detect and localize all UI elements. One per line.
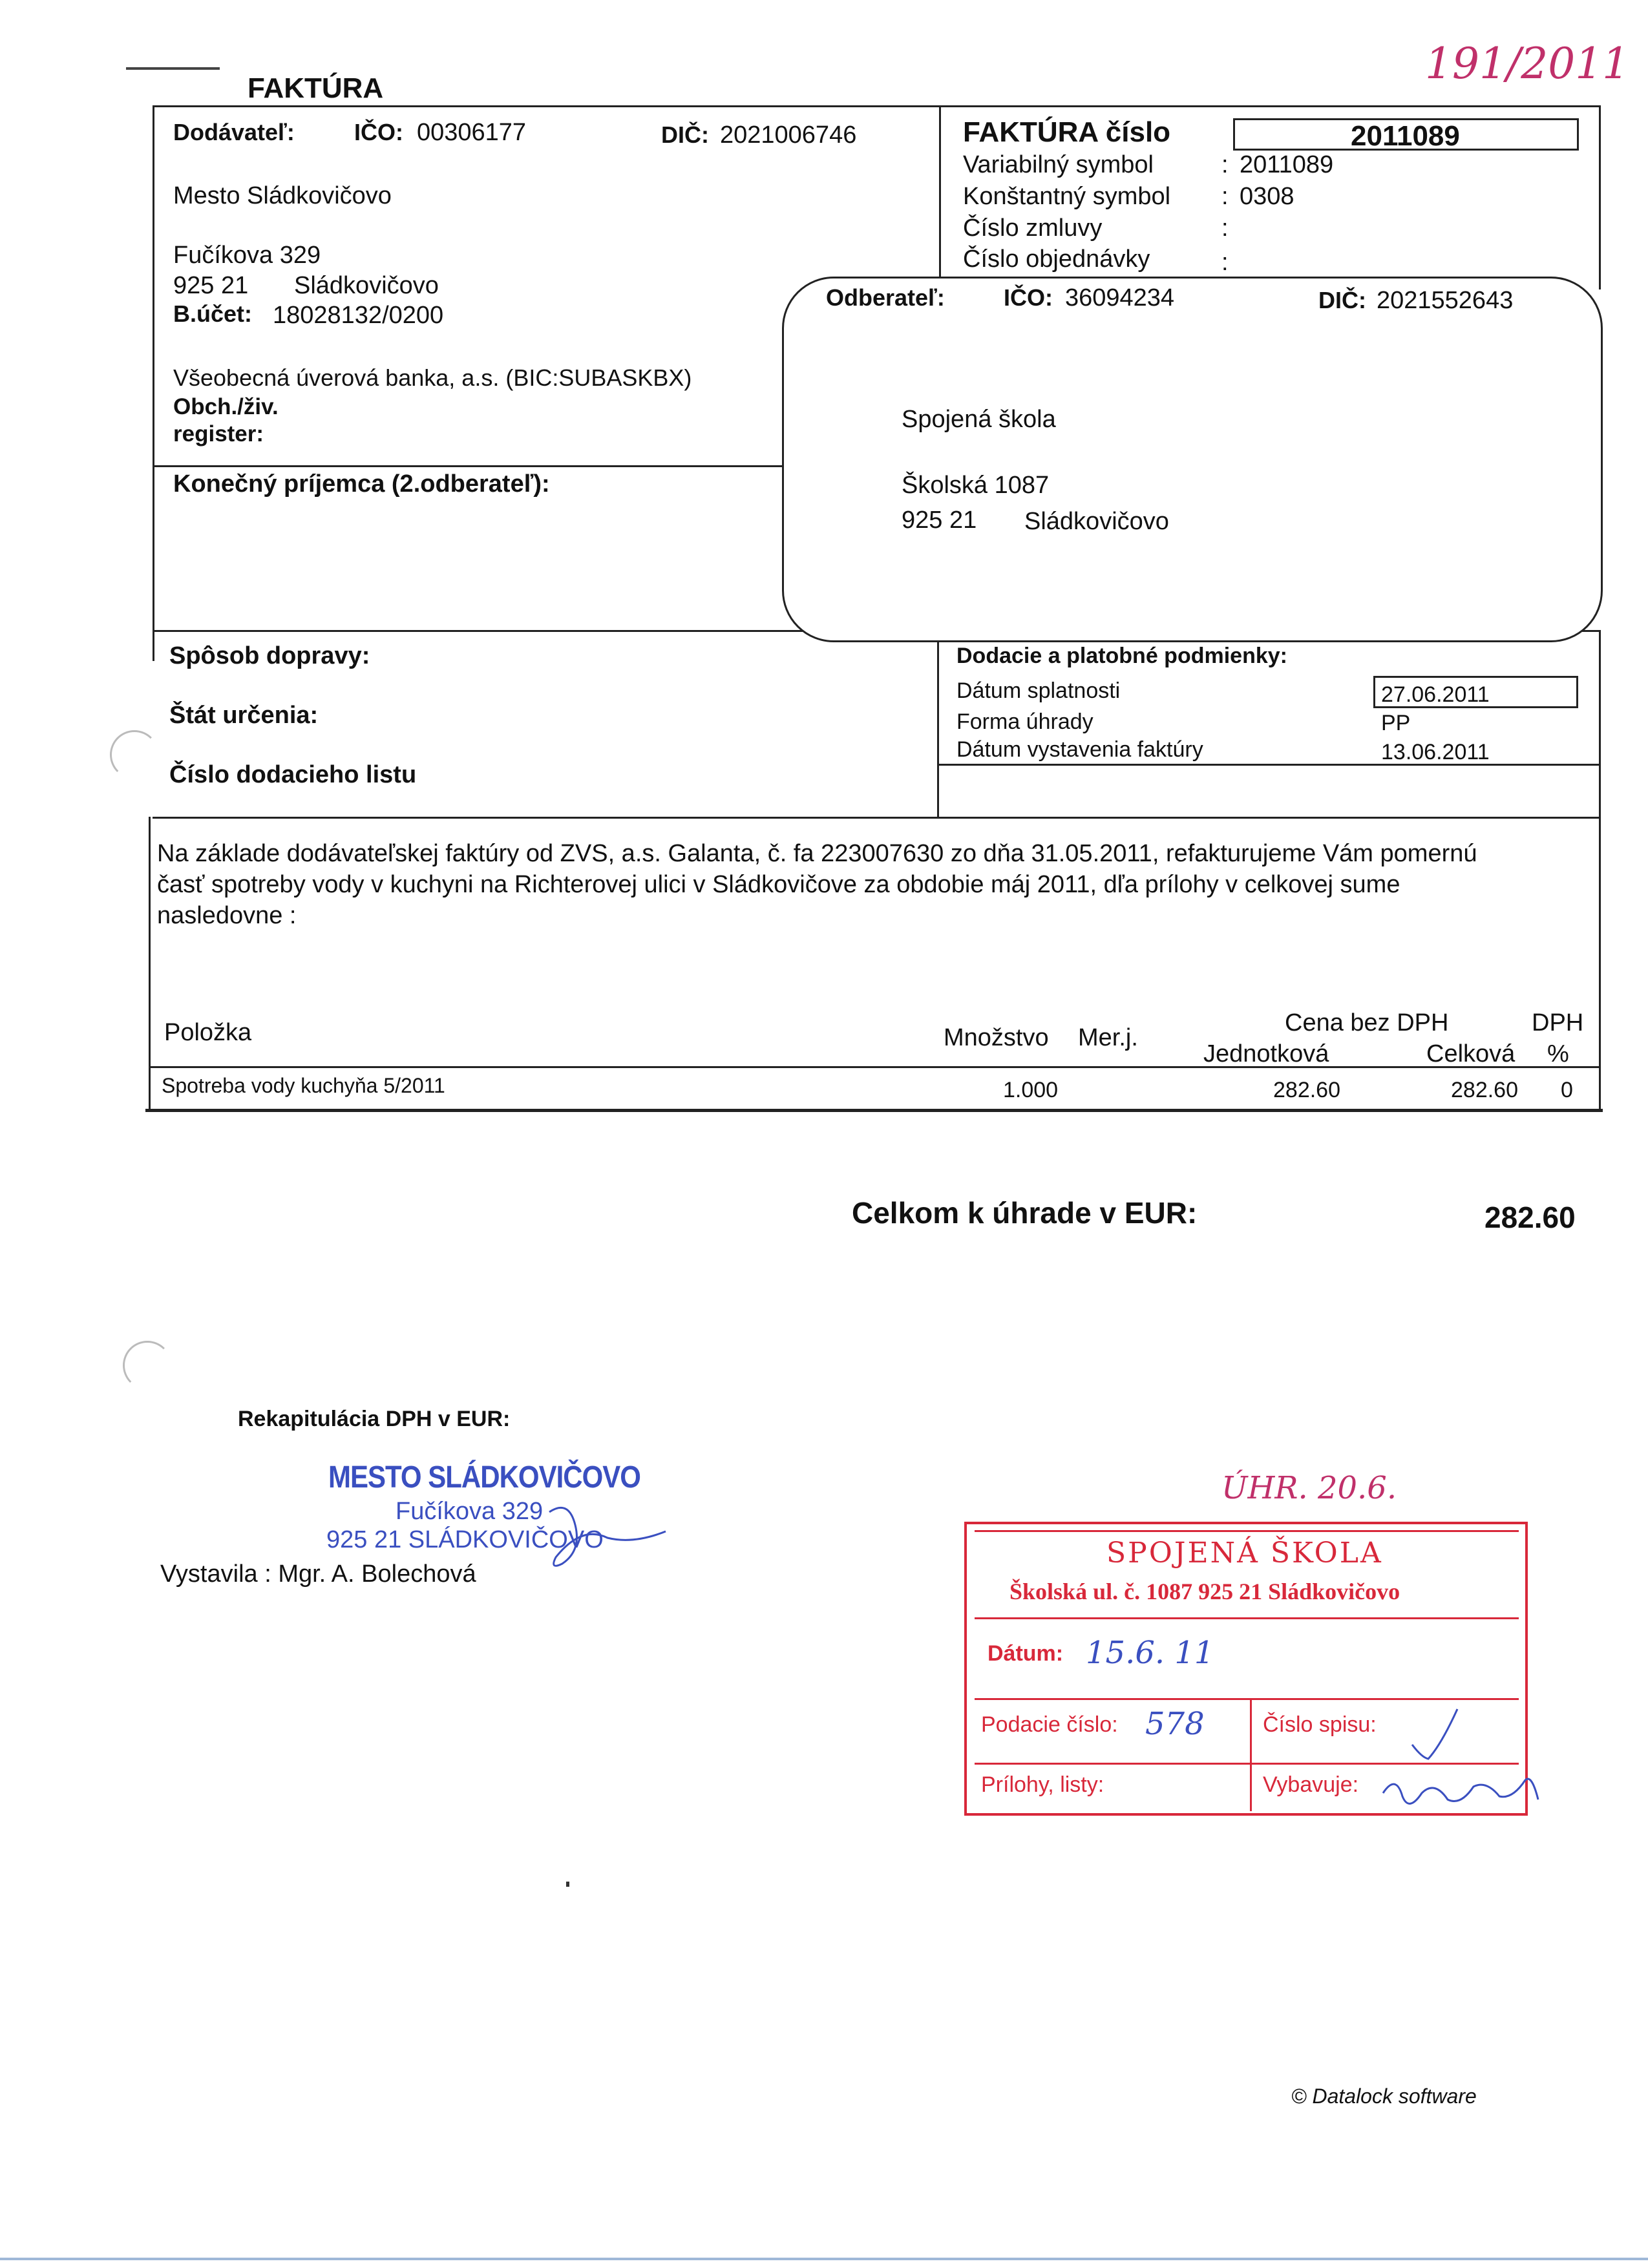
delivery-note-label: Číslo dodacieho listu	[169, 761, 417, 788]
customer-name: Spojená škola	[902, 406, 1056, 433]
col-total-header: Celková	[1426, 1040, 1516, 1067]
constant-symbol: 0308	[1240, 183, 1294, 210]
table-header-border	[149, 1066, 1600, 1068]
customer-box	[782, 277, 1603, 642]
description-line-1: Na základe dodávateľskej faktúry od ZVS, a.s. Galanta, č. fa 223007630 zo dňa 31.05.2011, refakturujeme Vám pomernú	[157, 840, 1477, 867]
issue-date-label: Dátum vystavenia faktúry	[956, 737, 1203, 762]
transport-method-label: Spôsob dopravy:	[169, 642, 370, 669]
customer-ico-label: IČO:	[1004, 284, 1053, 311]
supplier-name: Mesto Sládkovičovo	[173, 182, 392, 209]
col-item-header: Položka	[164, 1019, 252, 1046]
sender-stamp-line-2: Fučíkova 329	[396, 1498, 544, 1525]
row-item: Spotreba vody kuchyňa 5/2011	[162, 1074, 445, 1097]
supplier-dic-label: DIČ:	[661, 121, 709, 148]
terms-bottom-border	[937, 764, 1600, 766]
col-vat-pct-header: %	[1547, 1040, 1569, 1067]
registry-stamp-divider-1	[975, 1617, 1519, 1619]
due-date: 27.06.2011	[1381, 682, 1490, 707]
payment-form-label: Forma úhrady	[956, 709, 1093, 734]
registry-stamp-inner-top	[975, 1530, 1519, 1532]
invoice-divider	[939, 105, 941, 277]
total-label: Celkom k úhrade v EUR:	[852, 1196, 1198, 1230]
box-right-border	[1599, 105, 1601, 289]
supplier-register-label-1: Obch./živ.	[173, 394, 279, 419]
box-right-border-lower	[1599, 630, 1601, 1111]
description-line-3: nasledovne :	[157, 902, 297, 929]
customer-street: Školská 1087	[902, 472, 1050, 499]
destination-country-label: Štát určenia:	[169, 702, 319, 729]
customer-dic-label: DIČ:	[1318, 287, 1366, 313]
variable-symbol-label: Variabilný symbol	[963, 151, 1154, 178]
contract-label: Číslo zmluvy	[963, 215, 1103, 242]
col-price-group-header: Cena bez DPH	[1285, 1009, 1449, 1036]
row-qty: 1.000	[1003, 1078, 1059, 1102]
registry-handwritten-note: ÚHR. 20.6.	[1221, 1470, 1397, 1506]
customer-ico: 36094234	[1065, 284, 1175, 311]
terms-label: Dodacie a platobné podmienky:	[956, 644, 1287, 668]
sender-stamp-line-3: 925 21 SLÁDKOVIČOVO	[326, 1526, 604, 1553]
signature-scribble	[543, 1499, 672, 1577]
payment-form: PP	[1381, 711, 1411, 735]
constant-symbol-colon: :	[1221, 183, 1229, 210]
supplier-register-label-2: register:	[173, 421, 264, 446]
transport-divider	[937, 630, 939, 817]
supplier-dic: 2021006746	[720, 121, 857, 149]
speck	[566, 1882, 569, 1887]
registry-date-label: Dátum:	[988, 1641, 1064, 1666]
punch-hole-mark	[110, 730, 159, 779]
due-date-label: Dátum splatnosti	[956, 678, 1121, 703]
registry-date: 15.6. 11	[1086, 1635, 1214, 1671]
order-colon: :	[1221, 249, 1229, 276]
supplier-city: Sládkovičovo	[294, 272, 439, 299]
table-bottom-border	[145, 1109, 1603, 1112]
punch-hole-mark-2	[123, 1341, 172, 1390]
supplier-account: 18028132/0200	[273, 302, 444, 329]
supplier-account-label: B.účet:	[173, 300, 253, 327]
row-total: 282.60	[1451, 1078, 1518, 1102]
page-title: FAKTÚRA	[248, 72, 384, 104]
col-unit-price-header: Jednotková	[1203, 1040, 1329, 1067]
registry-stamp-address: Školská ul. č. 1087 925 21 Sládkovičovo	[1009, 1579, 1400, 1604]
supplier-bottom-border	[153, 465, 786, 467]
variable-symbol-colon: :	[1221, 151, 1229, 178]
supplier-bank: Všeobecná úverová banka, a.s. (BIC:SUBASKBX)	[173, 364, 692, 391]
registry-stamp-divider-2	[975, 1698, 1519, 1700]
issue-date: 13.06.2011	[1381, 740, 1490, 764]
invoice-number-label: FAKTÚRA číslo	[963, 116, 1171, 148]
header-mark	[126, 67, 220, 70]
total-value: 282.60	[1484, 1201, 1576, 1234]
customer-zip: 925 21	[902, 507, 977, 534]
bottom-edge-line	[0, 2258, 1648, 2260]
registry-filing-label: Podacie číslo:	[981, 1712, 1118, 1737]
sender-stamp-line-1: MESTO SLÁDKOVIČOVO	[328, 1459, 640, 1495]
variable-symbol: 2011089	[1240, 151, 1334, 178]
customer-label: Odberateľ:	[826, 284, 945, 311]
row-vat: 0	[1561, 1078, 1573, 1102]
registry-handler-label: Vybavuje:	[1263, 1772, 1359, 1797]
registry-handler-signature	[1377, 1761, 1545, 1819]
issued-by: Vystavila : Mgr. A. Bolechová	[160, 1560, 476, 1588]
registry-filing-number: 578	[1145, 1706, 1205, 1742]
col-vat-header: DPH	[1532, 1009, 1584, 1036]
col-qty-header: Množstvo	[944, 1024, 1049, 1051]
customer-dic: 2021552643	[1377, 287, 1514, 314]
footer-credit: © Datalock software	[1291, 2084, 1477, 2108]
registry-stamp-org: SPOJENÁ ŠKOLA	[1106, 1537, 1383, 1570]
supplier-ico-label: IČO:	[354, 119, 403, 145]
final-recipient-label: Konečný príjemca (2.odberateľ):	[173, 470, 550, 498]
registry-attachments-label: Prílohy, listy:	[981, 1772, 1104, 1797]
vat-recap-label: Rekapitulácia DPH v EUR:	[238, 1407, 511, 1431]
box-top-border	[153, 105, 1600, 107]
supplier-street: Fučíkova 329	[173, 242, 321, 269]
col-unit-header: Mer.j.	[1078, 1024, 1138, 1051]
supplier-zip: 925 21	[173, 272, 249, 299]
contract-colon: :	[1221, 215, 1229, 242]
supplier-label: Dodávateľ:	[173, 119, 295, 145]
description-top-border	[153, 817, 1600, 819]
registry-check-mark	[1409, 1706, 1461, 1764]
registry-file-label: Číslo spisu:	[1263, 1712, 1377, 1737]
supplier-ico: 00306177	[417, 119, 527, 146]
invoice-number: 2011089	[1351, 120, 1460, 152]
registry-stamp-vertical	[1250, 1698, 1252, 1811]
customer-city: Sládkovičovo	[1024, 508, 1169, 535]
box-left-border	[153, 105, 154, 661]
description-line-2: časť spotreby vody v kuchyni na Richterovej ulici v Sládkovičove za obdobie máj 2011, dľa prílohy v celkovej sume	[157, 871, 1400, 898]
order-label: Číslo objednávky	[963, 246, 1150, 273]
row-unit-price: 282.60	[1273, 1078, 1340, 1102]
constant-symbol-label: Konštantný symbol	[963, 183, 1171, 210]
handwritten-reference: 191/2011	[1425, 39, 1630, 89]
